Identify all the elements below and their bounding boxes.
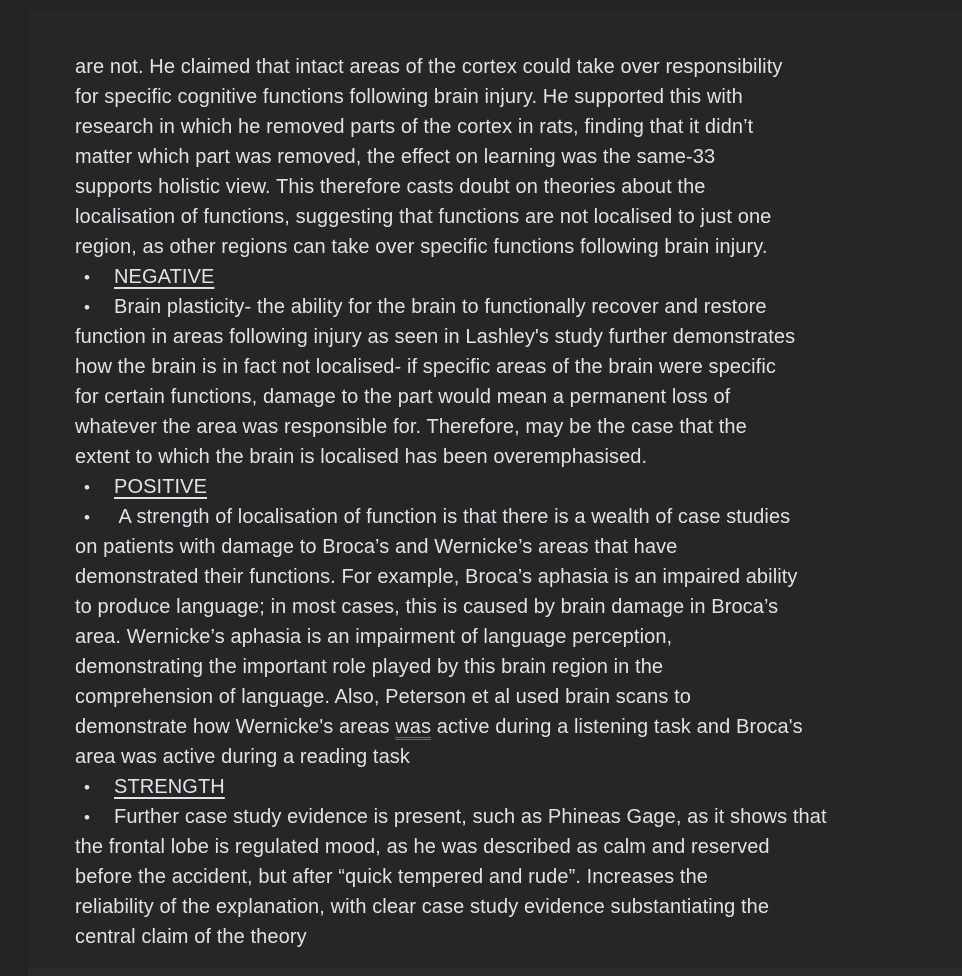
line-text: how the brain is in fact not localised- if specific areas of the brain were specific — [75, 356, 776, 378]
grammar-suggestion-word: was — [395, 716, 432, 738]
line-text: Brain plasticity- the ability for the brain to functionally recover and restore — [114, 296, 767, 318]
bullet-marker: • — [84, 808, 91, 827]
line-text: region, as other regions can take over specific functions following brain injury. — [75, 236, 768, 258]
line-text: whatever the area was responsible for. Therefore, may be the case that the — [75, 416, 747, 438]
line-text: function in areas following injury as seen in Lashley's study further demonstrates — [75, 326, 796, 348]
bullet-line — [75, 802, 935, 832]
bullet-marker: • — [84, 778, 91, 797]
line-text: reliability of the explanation, with clear case study evidence substantiating the — [75, 896, 770, 918]
text-line — [75, 652, 935, 682]
text-line — [75, 382, 935, 412]
bullet-marker: • — [84, 508, 91, 527]
text-line — [75, 532, 935, 562]
line-text: area. Wernicke’s aphasia is an impairment of language perception, — [75, 626, 673, 648]
text-line — [75, 142, 935, 172]
line-text: demonstrating the important role played by this brain region in the — [75, 656, 664, 678]
text-line — [75, 922, 935, 952]
line-text: demonstrate how Wernicke's areas — [75, 716, 396, 738]
text-line — [75, 412, 935, 442]
text-line — [75, 232, 935, 262]
section-heading: NEGATIVE — [114, 266, 215, 288]
line-text: A strength of localisation of function is that there is a wealth of case studies — [114, 506, 791, 528]
text-line — [75, 682, 935, 712]
line-text: for specific cognitive functions following brain injury. He supported this with — [75, 86, 743, 108]
text-line — [75, 622, 935, 652]
window-bottom-edge — [28, 967, 962, 976]
line-text: localisation of functions, suggesting that functions are not localised to just one — [75, 206, 772, 228]
text-line — [75, 712, 935, 742]
text-line — [75, 82, 935, 112]
line-text: active during a listening task and Broca's — [431, 716, 803, 738]
text-line — [75, 52, 935, 82]
line-text: central claim of the theory — [75, 926, 307, 948]
text-line — [75, 742, 935, 772]
line-text: area was active during a reading task — [75, 746, 410, 768]
bullet-line — [75, 292, 935, 322]
text-line — [75, 862, 935, 892]
bullet-line — [75, 772, 935, 802]
text-line — [75, 832, 935, 862]
line-text: on patients with damage to Broca’s and Wernicke’s areas that have — [75, 536, 678, 558]
bullet-line — [75, 472, 935, 502]
line-text: research in which he removed parts of the cortex in rats, finding that it didn’t — [75, 116, 754, 138]
line-text: for certain functions, damage to the part would mean a permanent loss of — [75, 386, 731, 408]
text-line — [75, 892, 935, 922]
bullet-marker: • — [84, 268, 91, 287]
text-line — [75, 442, 935, 472]
text-line — [75, 592, 935, 622]
line-text: supports holistic view. This therefore casts doubt on theories about the — [75, 176, 706, 198]
bullet-line — [75, 262, 935, 292]
line-text: the frontal lobe is regulated mood, as he was described as calm and reserved — [75, 836, 770, 858]
line-text: demonstrated their functions. For example, Broca’s aphasia is an impaired ability — [75, 566, 798, 588]
text-line — [75, 112, 935, 142]
text-line — [75, 352, 935, 382]
line-text: matter which part was removed, the effect on learning was the same-33 — [75, 146, 716, 168]
line-text: are not. He claimed that intact areas of the cortex could take over responsibility — [75, 56, 783, 78]
section-heading: STRENGTH — [114, 776, 225, 798]
text-line — [75, 562, 935, 592]
line-text: before the accident, but after “quick tempered and rude”. Increases the — [75, 866, 709, 888]
document-page[interactable] — [28, 10, 962, 966]
document-text-content — [75, 52, 935, 952]
line-text: comprehension of language. Also, Peterson et al used brain scans to — [75, 686, 691, 708]
bullet-marker: • — [84, 478, 91, 497]
line-text: extent to which the brain is localised has been overemphasised. — [75, 446, 648, 468]
bullet-marker: • — [84, 298, 91, 317]
bullet-line — [75, 502, 935, 532]
text-line — [75, 322, 935, 352]
section-heading: POSITIVE — [114, 476, 208, 498]
line-text: to produce language; in most cases, this is caused by brain damage in Broca’s — [75, 596, 779, 618]
text-line — [75, 172, 935, 202]
text-line — [75, 202, 935, 232]
line-text: Further case study evidence is present, such as Phineas Gage, as it shows that — [114, 806, 827, 828]
